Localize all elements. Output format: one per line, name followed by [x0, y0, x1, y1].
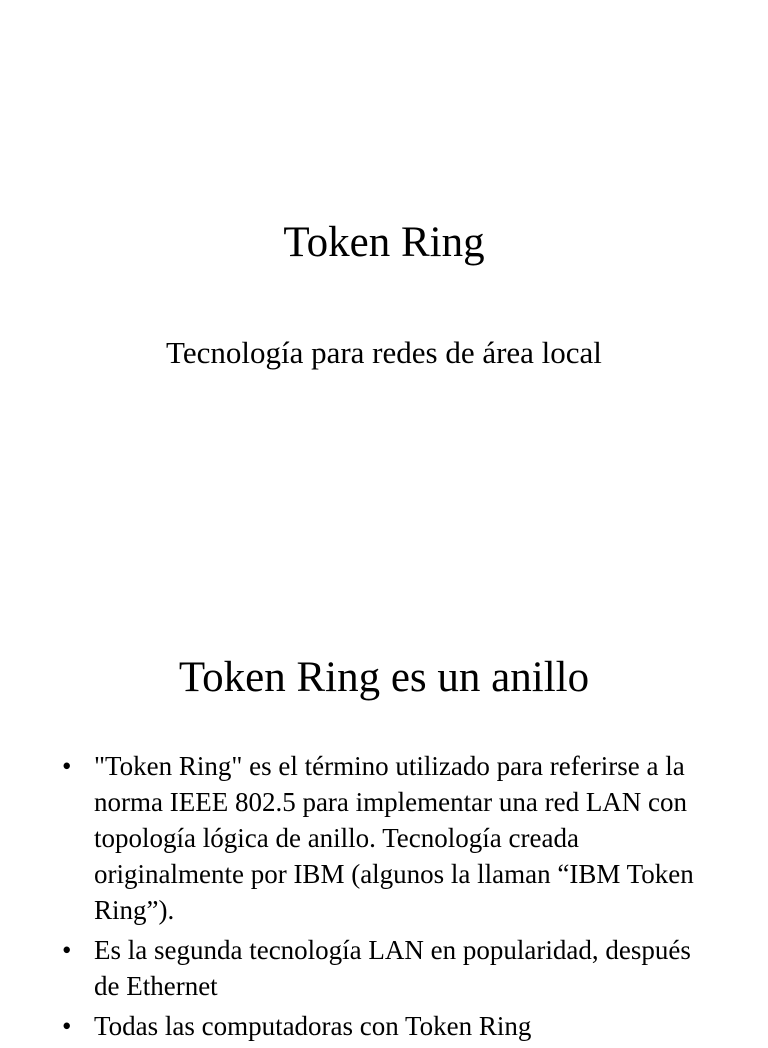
bullet-dot-icon: • — [62, 1011, 72, 1041]
bullet-text: Es la segunda tecnología LAN en popularidad, después de Ethernet — [94, 935, 691, 1001]
bullet-dot-icon: • — [62, 751, 72, 781]
bullet-list — [62, 748, 722, 1048]
bullet-text: Todas las computadoras con Token Ring — [94, 1011, 532, 1041]
slide-title: Token Ring — [283, 219, 485, 266]
bullet-dot-icon: • — [62, 935, 72, 965]
slide-title: Token Ring es un anillo — [178, 654, 590, 701]
bullet-item — [62, 932, 722, 1004]
slide-subtitle: Tecnología para redes de área local — [166, 335, 602, 370]
bullet-item — [62, 748, 722, 928]
bullet-item — [62, 1008, 722, 1044]
bullet-text: "Token Ring" es el término utilizado para referirse a la norma IEEE 802.5 para implementar una red LAN con topología lógica de anillo. Tecnología creada originalmente por IBM (algunos la llaman “IBM Token Ring”). — [94, 751, 694, 925]
slide-2 — [0, 576, 768, 1041]
